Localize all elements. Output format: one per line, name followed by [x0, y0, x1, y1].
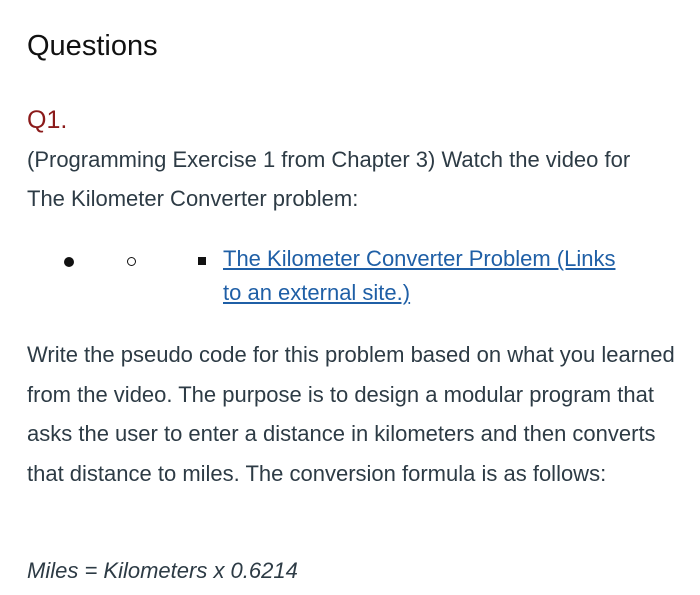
bullet-square-icon	[198, 257, 206, 265]
question-body: Write the pseudo code for this problem based on what you learned from the video. The purpose is to design a modular program that asks the user to enter a distance in kilometers and then converts that distance to miles. The conversion formula is as follows:	[27, 342, 675, 486]
question-number: Q1.	[27, 106, 68, 134]
bullet-circle-icon	[127, 257, 136, 266]
kilometer-converter-video-link[interactable]: The Kilometer Converter Problem (Links to an external site.)	[223, 246, 616, 305]
conversion-formula: Miles = Kilometers x 0.6214	[27, 558, 298, 583]
bullet-disc-icon	[64, 257, 74, 267]
nested-bullet-list	[27, 242, 677, 322]
page-title: Questions	[27, 30, 158, 62]
question-intro: (Programming Exercise 1 from Chapter 3) Watch the video for The Kilometer Converter problem:	[27, 147, 631, 211]
